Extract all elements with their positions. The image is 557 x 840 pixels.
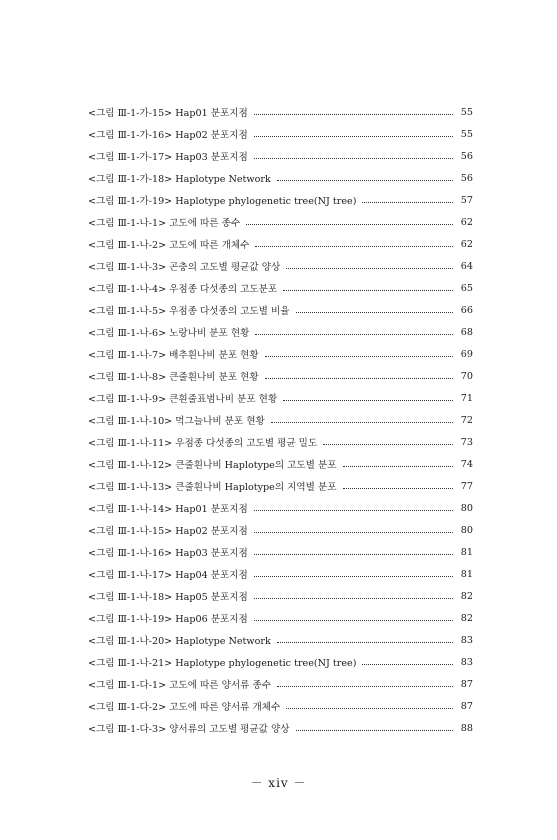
toc-entry-page: 87 xyxy=(460,678,473,690)
toc-entry-label: <그림 Ⅲ-1-나-21> Haplotype phylogenetic tree(NJ tree) xyxy=(88,658,357,669)
toc-entry xyxy=(88,277,473,299)
dot-leader xyxy=(254,158,453,159)
dot-leader xyxy=(277,686,453,687)
toc-entry-page: 71 xyxy=(460,392,473,404)
toc-entry xyxy=(88,651,473,673)
dot-leader xyxy=(286,268,453,269)
toc-entry-label: <그림 Ⅲ-1-나-11> 우점종 다섯종의 고도별 평균 밀도 xyxy=(88,438,318,449)
toc-entry xyxy=(88,233,473,255)
toc-entry xyxy=(88,409,473,431)
toc-entry-page: 81 xyxy=(460,546,473,558)
toc-entry-label: <그림 Ⅲ-1-가-17> Hap03 분포지점 xyxy=(88,152,248,163)
dot-leader xyxy=(246,224,453,225)
toc-entry xyxy=(88,695,473,717)
toc-entry-page: 62 xyxy=(460,216,473,228)
dot-leader xyxy=(254,114,453,115)
toc-entry xyxy=(88,145,473,167)
dot-leader xyxy=(254,136,453,137)
toc-entry xyxy=(88,585,473,607)
toc-entry-label: <그림 Ⅲ-1-나-18> Hap05 분포지점 xyxy=(88,592,248,603)
page-number: － xiv － xyxy=(250,776,307,790)
dot-leader xyxy=(265,356,453,357)
dot-leader xyxy=(296,312,453,313)
toc-entry-label: <그림 Ⅲ-1-나-13> 큰줄흰나비 Haplotype의 지역별 분포 xyxy=(88,482,337,493)
toc-entry xyxy=(88,541,473,563)
toc-entry-label: <그림 Ⅲ-1-나-4> 우점종 다섯종의 고도분포 xyxy=(88,284,278,295)
toc-entry-page: 57 xyxy=(460,194,473,206)
dot-leader xyxy=(255,334,453,335)
dot-leader xyxy=(254,576,453,577)
toc-entry-label: <그림 Ⅲ-1-가-16> Hap02 분포지점 xyxy=(88,130,248,141)
dot-leader xyxy=(362,664,453,665)
toc-entry-label: <그림 Ⅲ-1-나-17> Hap04 분포지점 xyxy=(88,570,248,581)
toc-entry-label: <그림 Ⅲ-1-가-15> Hap01 분포지점 xyxy=(88,108,248,119)
toc-entry-page: 56 xyxy=(460,150,473,162)
toc-entry-page: 83 xyxy=(460,656,473,668)
toc-entry-label: <그림 Ⅲ-1-나-16> Hap03 분포지점 xyxy=(88,548,248,559)
dot-leader xyxy=(255,246,453,247)
toc-entry-page: 87 xyxy=(460,700,473,712)
dot-leader xyxy=(362,202,453,203)
toc-entry-page: 81 xyxy=(460,568,473,580)
toc-entry-label: <그림 Ⅲ-1-나-3> 곤충의 고도별 평균값 양상 xyxy=(88,262,281,273)
toc-entry-label: <그림 Ⅲ-1-나-12> 큰줄흰나비 Haplotype의 고도별 분포 xyxy=(88,460,337,471)
toc-entry-page: 70 xyxy=(460,370,473,382)
dot-leader xyxy=(286,708,453,709)
dot-leader xyxy=(296,730,453,731)
toc-entry-page: 82 xyxy=(460,612,473,624)
toc-entry-label: <그림 Ⅲ-1-나-15> Hap02 분포지점 xyxy=(88,526,248,537)
toc-entry-page: 62 xyxy=(460,238,473,250)
dot-leader xyxy=(323,444,453,445)
toc-entry-page: 80 xyxy=(460,524,473,536)
toc-entry-label: <그림 Ⅲ-1-나-19> Hap06 분포지점 xyxy=(88,614,248,625)
toc-entry xyxy=(88,607,473,629)
toc-entry-label: <그림 Ⅲ-1-가-18> Haplotype Network xyxy=(88,174,271,185)
dot-leader xyxy=(254,598,453,599)
toc-entry-page: 74 xyxy=(460,458,473,470)
toc-entry-page: 56 xyxy=(460,172,473,184)
toc-entry-label: <그림 Ⅲ-1-다-1> 고도에 따른 양서류 종수 xyxy=(88,680,271,691)
toc-entry-label: <그림 Ⅲ-1-나-5> 우점종 다섯종의 고도별 비율 xyxy=(88,306,290,317)
toc-entry xyxy=(88,321,473,343)
toc-entry-page: 65 xyxy=(460,282,473,294)
dot-leader xyxy=(343,466,453,467)
toc-entry-page: 66 xyxy=(460,304,473,316)
toc-entry-label: <그림 Ⅲ-1-나-9> 큰흰줄표범나비 분포 현황 xyxy=(88,394,278,405)
toc-entry-page: 80 xyxy=(460,502,473,514)
toc-entry-page: 82 xyxy=(460,590,473,602)
toc-entry-label: <그림 Ⅲ-1-나-1> 고도에 따른 종수 xyxy=(88,218,241,229)
toc-entry xyxy=(88,717,473,739)
toc-entry-page: 64 xyxy=(460,260,473,272)
toc-entry-page: 55 xyxy=(460,128,473,140)
toc-entry xyxy=(88,299,473,321)
toc-entry-page: 77 xyxy=(460,480,473,492)
dot-leader xyxy=(254,554,453,555)
toc-entry-page: 55 xyxy=(460,106,473,118)
toc-entry-label: <그림 Ⅲ-1-다-3> 양서류의 고도별 평균값 양상 xyxy=(88,724,290,735)
dot-leader xyxy=(271,422,453,423)
dot-leader xyxy=(283,400,453,401)
toc-entry xyxy=(88,673,473,695)
toc-entry-page: 73 xyxy=(460,436,473,448)
toc-entry-page: 72 xyxy=(460,414,473,426)
toc-entry-page: 83 xyxy=(460,634,473,646)
toc-entry xyxy=(88,211,473,233)
toc-entry-label: <그림 Ⅲ-1-나-8> 큰줄흰나비 분포 현황 xyxy=(88,372,259,383)
toc-entry-page: 69 xyxy=(460,348,473,360)
dot-leader xyxy=(277,180,453,181)
toc-entry xyxy=(88,123,473,145)
toc-entry xyxy=(88,255,473,277)
toc-entry-label: <그림 Ⅲ-1-나-2> 고도에 따른 개체수 xyxy=(88,240,250,251)
dot-leader xyxy=(254,620,453,621)
toc-entry-page: 68 xyxy=(460,326,473,338)
toc-entry-label: <그림 Ⅲ-1-다-2> 고도에 따른 양서류 개체수 xyxy=(88,702,281,713)
dot-leader xyxy=(254,532,453,533)
toc-entry xyxy=(88,475,473,497)
toc-entry xyxy=(88,563,473,585)
dot-leader xyxy=(277,642,453,643)
dot-leader xyxy=(254,510,453,511)
dot-leader xyxy=(265,378,453,379)
toc-entry-label: <그림 Ⅲ-1-나-7> 배추흰나비 분포 현황 xyxy=(88,350,259,361)
toc-entry xyxy=(88,365,473,387)
toc-entry-label: <그림 Ⅲ-1-나-6> 노랑나비 분포 현황 xyxy=(88,328,250,339)
dot-leader xyxy=(343,488,453,489)
toc-entry xyxy=(88,101,473,123)
toc-entry xyxy=(88,431,473,453)
toc-entry-label: <그림 Ⅲ-1-나-20> Haplotype Network xyxy=(88,636,271,647)
toc-entry-label: <그림 Ⅲ-1-가-19> Haplotype phylogenetic tree(NJ tree) xyxy=(88,196,357,207)
toc-entry xyxy=(88,519,473,541)
toc-entry xyxy=(88,167,473,189)
toc-entry-label: <그림 Ⅲ-1-나-10> 먹그늘나비 분포 현황 xyxy=(88,416,265,427)
toc-entry xyxy=(88,387,473,409)
toc-entry-page: 88 xyxy=(460,722,473,734)
toc-entry xyxy=(88,189,473,211)
toc-entry xyxy=(88,343,473,365)
dot-leader xyxy=(283,290,453,291)
toc-entry-label: <그림 Ⅲ-1-나-14> Hap01 분포지점 xyxy=(88,504,248,515)
toc-entry xyxy=(88,497,473,519)
figure-list xyxy=(88,101,473,739)
toc-entry xyxy=(88,453,473,475)
toc-entry xyxy=(88,629,473,651)
